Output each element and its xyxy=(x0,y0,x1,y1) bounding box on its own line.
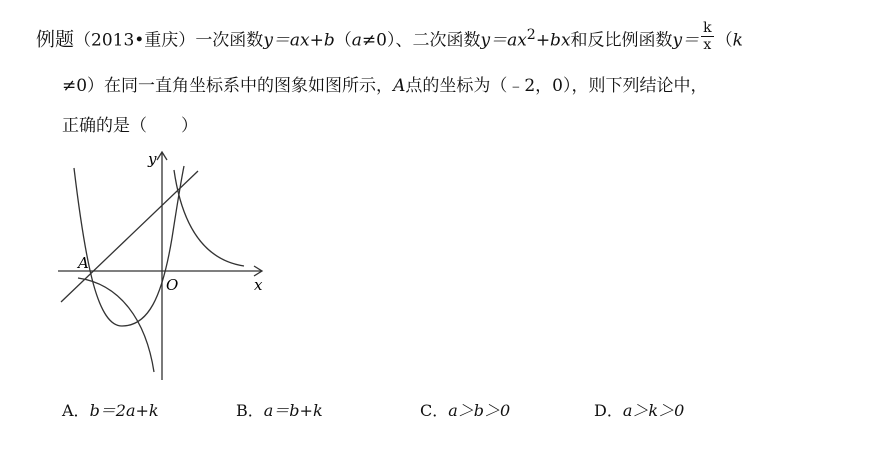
option-a[interactable] xyxy=(62,400,159,422)
question-prompt: 正确的是（ ） xyxy=(62,116,198,136)
option-d-letter: D． xyxy=(594,401,623,420)
point-a-label: A xyxy=(78,254,89,272)
origin-label: O xyxy=(166,276,179,294)
y-axis-label: y xyxy=(148,150,157,168)
condition-text-quadratic: ≠0）、二次函数 xyxy=(361,30,481,51)
x-axis-label: x xyxy=(254,276,263,294)
fraction-denominator: x xyxy=(703,36,712,53)
question-line-2 xyxy=(62,75,707,97)
example-label: 例题 xyxy=(36,28,75,51)
option-b[interactable] xyxy=(236,400,323,422)
fraction-numerator: k xyxy=(703,19,712,36)
question-text-inverse: 和反比例函数 xyxy=(570,30,673,51)
option-c-letter: C． xyxy=(420,401,449,420)
question-line-1 xyxy=(36,19,743,53)
condition2-open: （ xyxy=(715,30,733,51)
option-c-expr: a＞b＞0 xyxy=(448,401,511,420)
function-graph xyxy=(58,148,278,388)
question-text-linear: 一次函数 xyxy=(195,30,264,51)
option-a-expr: b＝2a+k xyxy=(89,401,159,420)
quadratic-function-b: +bx xyxy=(535,30,571,51)
option-d[interactable] xyxy=(594,400,684,422)
condition-var-k: k xyxy=(732,30,743,51)
option-d-expr: a＞k＞0 xyxy=(622,401,685,420)
inverse-fraction xyxy=(701,20,713,53)
quadratic-parabola xyxy=(74,166,184,326)
question-text-line2a: ≠0）在同一直角坐标系中的图象如图所示， xyxy=(62,76,394,96)
option-b-letter: B． xyxy=(236,401,264,420)
point-a-name: A xyxy=(393,76,406,96)
quadratic-exponent: 2 xyxy=(526,27,536,43)
question-line-3 xyxy=(62,115,198,137)
condition-open: （ xyxy=(334,30,352,51)
option-b-expr: a＝b+k xyxy=(263,401,323,420)
option-c[interactable] xyxy=(420,400,510,422)
condition-var-a: a xyxy=(351,30,362,51)
question-text-line2b: 点的坐标为（﹣2，0），则下列结论中， xyxy=(405,76,708,96)
question-source: （2013•重庆） xyxy=(74,30,196,51)
option-a-letter: A． xyxy=(62,401,90,420)
quadratic-function-a: y＝ax xyxy=(480,30,527,51)
inverse-function-lhs: y＝ xyxy=(672,30,700,51)
linear-function: y＝ax+b xyxy=(263,30,335,51)
